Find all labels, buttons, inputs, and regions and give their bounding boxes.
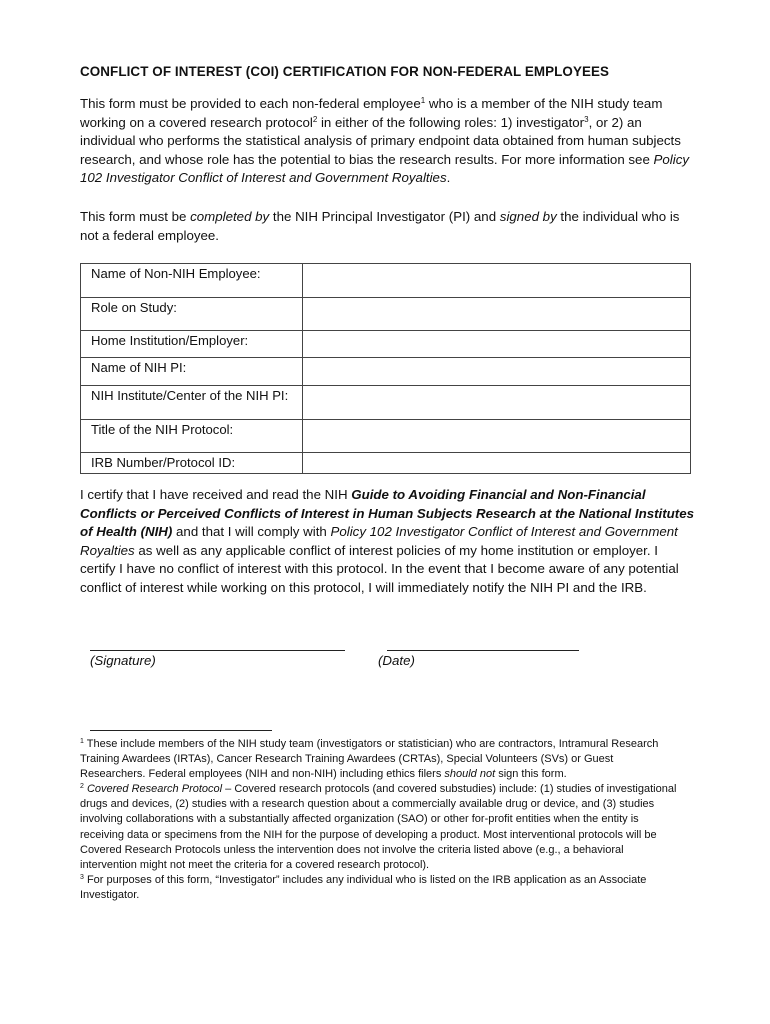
footnote-emphasis: should not [444, 768, 496, 781]
footnote-text: These include members of the NIH study team (investigators or statistician) who are contractors, Intramural Research Training Awardees (IRTAs), Cancer Research Training Awardees (CRTAs), Special Volunteers (SVs) or Guest Researchers. Federal employees (NIH and non-NIH) including ethics filers [80, 738, 659, 781]
field-label-institution: Home Institution/Employer: [81, 331, 303, 358]
field-value-nih-pi[interactable] [303, 358, 691, 386]
table-row [81, 331, 691, 358]
footnote-1 [80, 737, 680, 782]
footnote-ref-2: 2 [312, 114, 318, 124]
table-row [81, 264, 691, 298]
field-value-employee-name[interactable] [303, 264, 691, 298]
date-label: (Date) [378, 653, 415, 668]
footnote-3 [80, 873, 680, 903]
instructions-paragraph [80, 208, 695, 245]
table-row [81, 298, 691, 331]
intro-text: . [446, 170, 451, 186]
footnote-divider [90, 730, 272, 731]
certification-text: and that I will comply with [172, 524, 331, 540]
instructions-emphasis: completed by [190, 209, 270, 224]
footnote-number: 3 [80, 873, 84, 881]
instructions-text: This form must be [80, 209, 191, 224]
table-row [81, 358, 691, 386]
employee-info-table [80, 263, 691, 474]
field-value-role[interactable] [303, 298, 691, 331]
instructions-text: the NIH Principal Investigator (PI) and [269, 209, 500, 224]
field-label-nih-pi: Name of NIH PI: [81, 358, 303, 386]
footnote-number: 1 [80, 738, 84, 745]
field-label-employee-name: Name of Non-NIH Employee: [81, 264, 303, 298]
footnote-2 [80, 782, 680, 873]
certification-text: I certify that I have received and read the NIH [80, 487, 352, 502]
instructions-text: the individual who is not a federal employee. [80, 209, 680, 243]
policy-reference: Policy 102 Investigator Conflict of Interest and Government Royalties [80, 524, 678, 558]
field-label-irb-number: IRB Number/Protocol ID: [81, 453, 303, 474]
footnotes [80, 737, 680, 903]
field-value-institution[interactable] [303, 331, 691, 358]
footnote-text: – Covered research protocols (and covered substudies) include: (1) studies of investigational drugs and devices, (2) studies with a research question about a commercially available drug or device, and (3) studies involving collaborations with a substantially affected organization (SAO) or other for-profit entities when the entity is receiving data or specimens from the NIH for the purpose of developing a product. Most interventional protocols will be Covered Research Protocols unless the intervention does not involve the criteria listed above (e.g., a behavioral intervention might not meet the criteria for a covered research protocol). [80, 783, 677, 871]
date-line[interactable] [387, 650, 579, 651]
field-label-institute-center: NIH Institute/Center of the NIH PI: [81, 386, 303, 420]
certification-paragraph [80, 486, 695, 598]
intro-text: who is a member of the NIH study team working on a covered research protocol [80, 96, 663, 130]
intro-text: This form must be provided to each non-federal employee [80, 96, 421, 111]
intro-paragraph [80, 95, 695, 188]
certification-text: as well as any applicable conflict of interest policies of my home institution or employer. I certify I have no conflict of interest with this protocol. In the event that I become aware of any potential conflict of interest while working on this protocol, I will immediately notify the NIH PI and the IRB. [80, 542, 679, 595]
signature-label: (Signature) [90, 653, 156, 668]
field-label-role: Role on Study: [81, 298, 303, 331]
footnote-ref-1: 1 [420, 96, 426, 105]
field-value-irb-number[interactable] [303, 453, 691, 474]
footnote-ref-3: 3 [584, 114, 589, 124]
policy-reference: Policy 102 Investigator Conflict of Interest and Government Royalties [80, 151, 690, 186]
footnote-text: sign this form. [495, 768, 567, 781]
field-value-protocol-title[interactable] [303, 420, 691, 453]
table-row [81, 386, 691, 420]
table-row [81, 420, 691, 453]
page-title: CONFLICT OF INTEREST (COI) CERTIFICATION FOR NON-FEDERAL EMPLOYEES [80, 64, 610, 79]
field-label-protocol-title: Title of the NIH Protocol: [81, 420, 303, 453]
footnote-text: For purposes of this form, “Investigator” includes any individual who is listed on the IRB application as an Associate Investigator. [80, 873, 647, 901]
intro-text: , or 2) an individual who performs the statistical analysis of primary endpoint data obtained from human subjects research, and whose role has the potential to bias the research results. For more information see [80, 114, 681, 167]
instructions-emphasis: signed by [499, 209, 557, 224]
table-row [81, 453, 691, 474]
intro-text: in either of the following roles: 1) investigator [317, 114, 585, 130]
footnote-number: 2 [80, 783, 84, 791]
guide-reference: Guide to Avoiding Financial and Non-Financial Conflicts or Perceived Conflicts of Interest in Human Subjects Research at the National Institutes of Health (NIH) [80, 487, 695, 540]
footnote-emphasis: Covered Research Protocol [83, 783, 223, 796]
field-value-institute-center[interactable] [303, 386, 691, 420]
signature-line[interactable] [90, 650, 345, 651]
